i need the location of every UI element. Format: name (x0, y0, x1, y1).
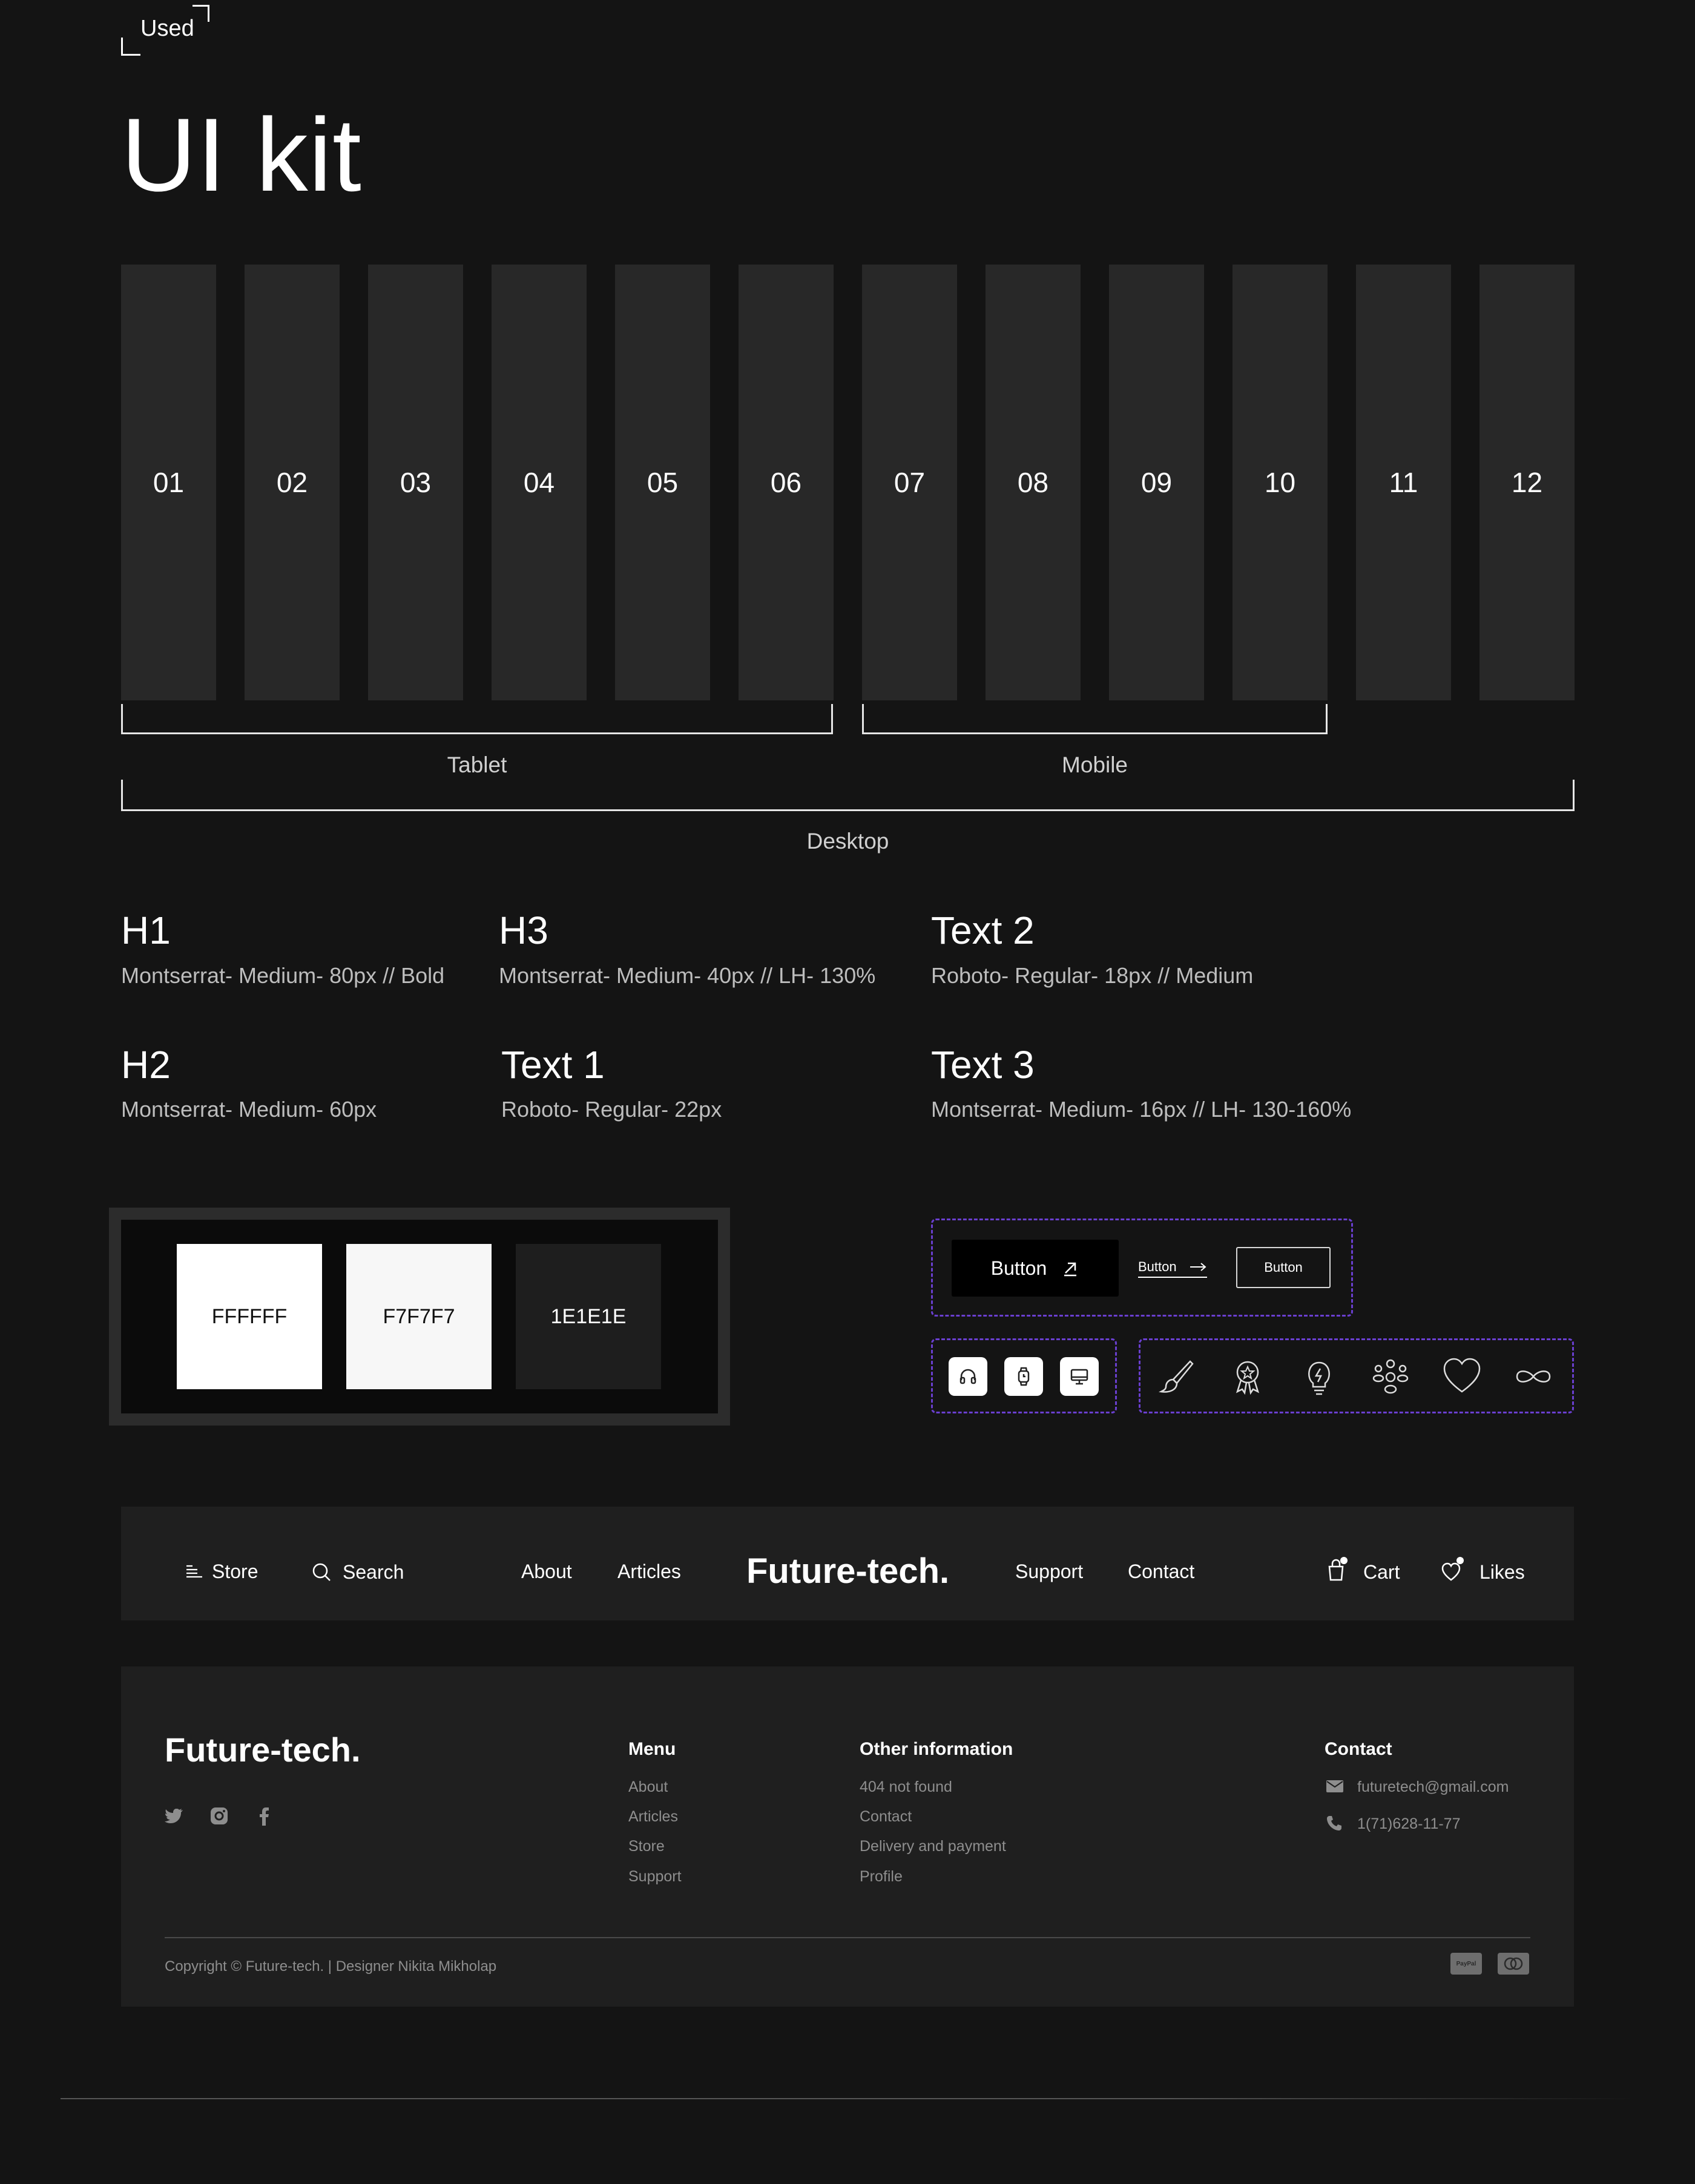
grid-column: 10 (1233, 265, 1328, 700)
text2-spec: Roboto- Regular- 18px // Medium (931, 963, 1254, 988)
footer-link-delivery[interactable]: Delivery and payment (860, 1838, 1006, 1855)
desktop-bracket (121, 780, 1575, 811)
footer-contact-title: Contact (1325, 1739, 1392, 1759)
team-icon[interactable] (1366, 1352, 1415, 1401)
text2-sample: Text 2 (931, 909, 1035, 952)
headphones-icon[interactable] (949, 1357, 987, 1396)
award-icon[interactable] (1223, 1352, 1272, 1401)
text1-spec: Roboto- Regular- 22px (501, 1097, 722, 1122)
heart-icon[interactable] (1438, 1352, 1486, 1401)
nav-search[interactable] (311, 1562, 404, 1582)
used-tag-corner (121, 38, 140, 56)
nav-cart[interactable] (1326, 1556, 1400, 1582)
grid-column: 08 (986, 265, 1081, 700)
mobile-label: Mobile (1062, 752, 1128, 777)
footer-link-404[interactable]: 404 not found (860, 1778, 952, 1795)
nav-store[interactable] (185, 1562, 258, 1581)
nav-articles[interactable]: Articles (617, 1561, 681, 1582)
link-button-label: Button (1138, 1259, 1177, 1274)
phone-icon (1326, 1815, 1343, 1832)
arrow-right-icon (1189, 1262, 1207, 1272)
grid-column: 01 (121, 265, 216, 700)
text3-sample: Text 3 (931, 1043, 1035, 1087)
h1-sample: H1 (121, 909, 171, 952)
color-swatch-dark: 1E1E1E (516, 1244, 661, 1389)
watch-icon[interactable] (1004, 1357, 1043, 1396)
h2-spec: Montserrat- Medium- 60px (121, 1097, 377, 1122)
h2-sample: H2 (121, 1043, 171, 1087)
footer-link-articles[interactable]: Articles (628, 1808, 678, 1825)
menu-icon (185, 1564, 203, 1579)
primary-button[interactable] (952, 1240, 1119, 1297)
nav-support[interactable]: Support (1015, 1561, 1084, 1582)
footer-copyright: Copyright © Future-tech. | Designer Nikita Mikholap (165, 1958, 497, 1975)
h1-spec: Montserrat- Medium- 80px // Bold (121, 963, 445, 988)
nav-contact[interactable]: Contact (1128, 1561, 1195, 1582)
footer-link-about[interactable]: About (628, 1778, 668, 1795)
footer-other-title: Other information (860, 1739, 1013, 1759)
search-icon (311, 1562, 332, 1582)
footer-email[interactable]: futuretech@gmail.com (1357, 1778, 1509, 1795)
header-logo[interactable]: Future-tech. (746, 1551, 950, 1591)
nav-cart-label: Cart (1363, 1561, 1400, 1583)
link-button[interactable] (1138, 1259, 1207, 1278)
grid-column: 07 (862, 265, 957, 700)
mastercard-icon (1498, 1953, 1529, 1975)
nav-likes-label: Likes (1479, 1561, 1525, 1583)
h3-spec: Montserrat- Medium- 40px // LH- 130% (499, 963, 876, 988)
monitor-icon[interactable] (1060, 1357, 1099, 1396)
text1-sample: Text 1 (501, 1043, 605, 1087)
mobile-bracket (862, 704, 1328, 734)
page-title: UI kit (121, 97, 362, 213)
footer-link-store[interactable]: Store (628, 1838, 665, 1855)
color-swatch-white: FFFFFF (177, 1244, 322, 1389)
used-tag-label: Used (140, 16, 194, 41)
footer-link-profile[interactable]: Profile (860, 1868, 903, 1885)
grid-column: 09 (1109, 265, 1204, 700)
instagram-icon[interactable] (209, 1806, 229, 1826)
page-divider (61, 2098, 1634, 2099)
footer-logo[interactable]: Future-tech. (165, 1731, 361, 1769)
lightbulb-icon[interactable] (1295, 1352, 1343, 1401)
mail-icon (1326, 1780, 1344, 1793)
tablet-bracket (121, 704, 833, 734)
footer-menu-title: Menu (628, 1739, 676, 1759)
grid-column: 04 (492, 265, 587, 700)
paypal-icon: PayPal (1450, 1953, 1482, 1975)
nav-store-label: Store (212, 1561, 258, 1582)
grid-column: 03 (368, 265, 463, 700)
site-footer (121, 1666, 1574, 2007)
grid-column: 02 (245, 265, 340, 700)
twitter-icon[interactable] (165, 1807, 184, 1824)
grid-column: 06 (739, 265, 834, 700)
footer-phone[interactable]: 1(71)628-11-77 (1357, 1815, 1461, 1832)
infinity-icon[interactable] (1509, 1352, 1558, 1401)
outline-button[interactable]: Button (1236, 1247, 1331, 1288)
heart-icon (1441, 1556, 1465, 1582)
grid-column: 11 (1356, 265, 1451, 700)
h3-sample: H3 (499, 909, 548, 952)
arrow-up-right-icon (1061, 1259, 1079, 1277)
color-swatch-offwhite: F7F7F7 (346, 1244, 492, 1389)
cart-icon (1326, 1556, 1349, 1582)
footer-link-contact[interactable]: Contact (860, 1808, 912, 1825)
tablet-label: Tablet (447, 752, 507, 777)
footer-divider (165, 1937, 1530, 1938)
text3-spec: Montserrat- Medium- 16px // LH- 130-160% (931, 1097, 1352, 1122)
nav-about[interactable]: About (521, 1561, 572, 1582)
nav-likes[interactable] (1441, 1556, 1525, 1582)
facebook-icon[interactable] (258, 1806, 270, 1826)
grid-column: 05 (615, 265, 710, 700)
nav-search-label: Search (343, 1561, 404, 1583)
footer-link-support[interactable]: Support (628, 1868, 682, 1885)
desktop-label: Desktop (806, 829, 889, 854)
used-tag-corner (193, 5, 209, 22)
primary-button-label: Button (990, 1257, 1047, 1279)
grid-column: 12 (1479, 265, 1575, 700)
brush-icon[interactable] (1152, 1352, 1200, 1401)
